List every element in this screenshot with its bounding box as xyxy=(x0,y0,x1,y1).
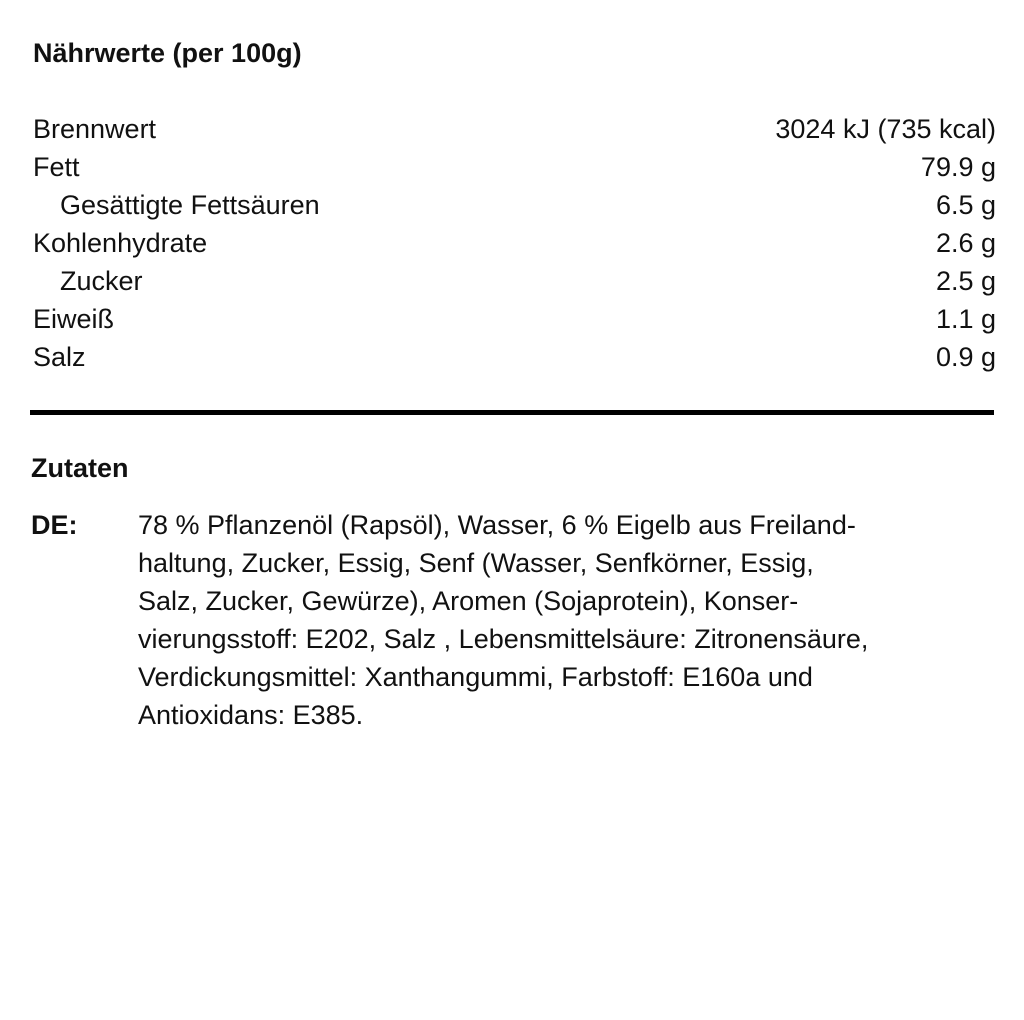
ingredients-line: 78 % Pflanzenöl (Rapsöl), Wasser, 6 % Eigelb aus Freiland- xyxy=(138,510,856,540)
nutrient-label: Eiweiß xyxy=(33,304,115,334)
nutrient-label: Zucker xyxy=(60,266,143,296)
nutrient-label: Gesättigte Fettsäuren xyxy=(60,190,320,220)
ingredients-text xyxy=(138,506,996,734)
ingredients-block xyxy=(31,506,996,734)
ingredients-line: haltung, Zucker, Essig, Senf (Wasser, Senfkörner, Essig, xyxy=(138,548,814,578)
nutrient-label: Salz xyxy=(33,342,86,372)
nutrition-row-carbohydrates xyxy=(33,225,996,263)
nutrient-label: Fett xyxy=(33,152,80,182)
nutrition-row-fat xyxy=(33,149,996,187)
nutrition-table xyxy=(33,111,996,377)
nutrient-label: Brennwert xyxy=(33,114,157,144)
nutrient-value: 2.6 g xyxy=(935,228,996,258)
ingredients-heading: Zutaten xyxy=(31,453,129,483)
section-divider xyxy=(30,410,994,415)
nutrition-row-energy xyxy=(33,111,996,149)
nutrient-value: 2.5 g xyxy=(935,266,996,296)
nutrient-value: 6.5 g xyxy=(935,190,996,220)
ingredients-line: vierungsstoff: E202, Salz , Lebensmittelsäure: Zitronensäure, xyxy=(138,624,869,654)
nutrition-row-salt xyxy=(33,339,996,377)
ingredients-line: Verdickungsmittel: Xanthangummi, Farbstoff: E160a und xyxy=(138,662,813,692)
nutrient-label: Kohlenhydrate xyxy=(33,228,208,258)
nutrient-value: 79.9 g xyxy=(920,152,996,182)
ingredients-line: Salz, Zucker, Gewürze), Aromen (Sojaprotein), Konser- xyxy=(138,586,799,616)
language-label: DE: xyxy=(31,510,78,540)
nutrition-heading: Nährwerte (per 100g) xyxy=(33,38,302,68)
nutrition-row-protein xyxy=(33,301,996,339)
ingredients-line: Antioxidans: E385. xyxy=(138,700,364,730)
nutrient-value: 1.1 g xyxy=(935,304,996,334)
nutrient-value: 0.9 g xyxy=(935,342,996,372)
nutrition-row-sugar xyxy=(33,263,996,301)
nutrition-row-saturated-fat xyxy=(33,187,996,225)
nutrient-value: 3024 kJ (735 kcal) xyxy=(775,114,996,144)
